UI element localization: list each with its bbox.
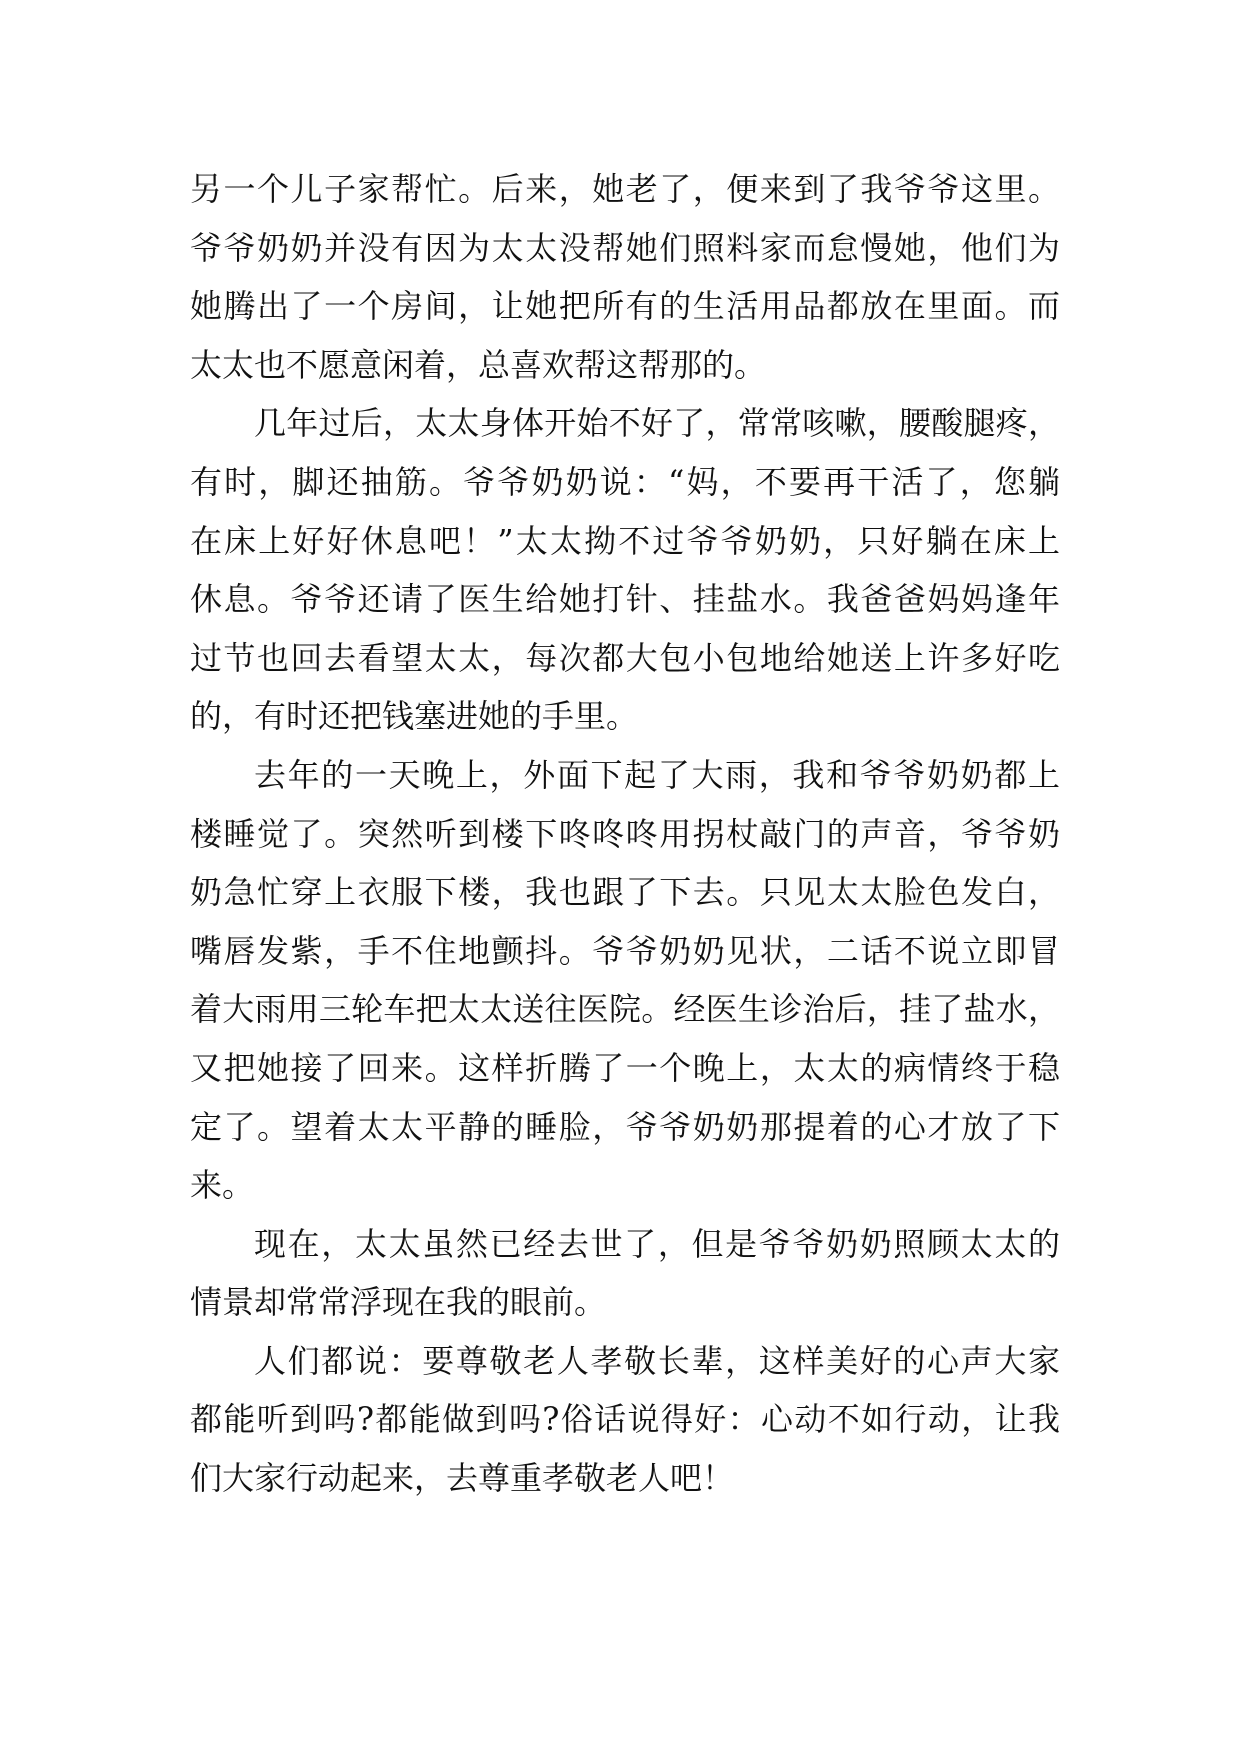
paragraph-container	[190, 160, 1060, 1508]
text-line: 几年过后，太太身体开始不好了，常常咳嗽，腰酸腿疼，	[254, 404, 1060, 443]
text-line: 人们都说：要尊敬老人孝敬长辈，这样美好的心声大家	[254, 1341, 1060, 1380]
text-line: 来。	[190, 1166, 255, 1205]
text-line: 们大家行动起来，去尊重孝敬老人吧！	[190, 1459, 735, 1498]
text-line: 在床上好好休息吧！”太太拗不过爷爷奶奶，只好躺在床上	[190, 521, 1060, 560]
text-line: 又把她接了回来。这样折腾了一个晚上，太太的病情终于稳	[190, 1048, 1060, 1087]
text-line: 嘴唇发紫，手不住地颤抖。爷爷奶奶见状，二话不说立即冒	[190, 931, 1060, 970]
text-line: 都能听到吗?都能做到吗?俗话说得好：心动不如行动，让我	[190, 1400, 1060, 1439]
text-line: 现在，太太虽然已经去世了，但是爷爷奶奶照顾太太的	[254, 1224, 1060, 1263]
text-line: 太太也不愿意闲着，总喜欢帮这帮那的。	[190, 345, 767, 384]
text-line: 情景却常常浮现在我的眼前。	[190, 1283, 607, 1322]
text-line: 爷爷奶奶并没有因为太太没帮她们照料家而怠慢她，他们为	[190, 228, 1060, 267]
paragraph	[190, 1332, 1060, 1508]
text-line: 有时，脚还抽筋。爷爷奶奶说：“妈，不要再干活了，您躺	[190, 462, 1060, 501]
text-line: 去年的一天晚上，外面下起了大雨，我和爷爷奶奶都上	[254, 755, 1060, 794]
text-line: 楼睡觉了。突然听到楼下咚咚咚用拐杖敲门的声音，爷爷奶	[190, 814, 1060, 853]
paragraph	[190, 746, 1060, 1215]
text-line: 定了。望着太太平静的睡脸，爷爷奶奶那提着的心才放了下	[190, 1107, 1060, 1146]
text-line: 另一个儿子家帮忙。后来，她老了，便来到了我爷爷这里。	[190, 170, 1060, 208]
paragraph	[190, 1215, 1060, 1332]
text-line: 的，有时还把钱塞进她的手里。	[190, 697, 639, 736]
text-line: 过节也回去看望太太，每次都大包小包地给她送上许多好吃	[190, 638, 1060, 677]
paragraph	[190, 160, 1060, 394]
paragraph	[190, 394, 1060, 746]
document-page	[190, 160, 1060, 1508]
text-line: 休息。爷爷还请了医生给她打针、挂盐水。我爸爸妈妈逢年	[190, 580, 1060, 619]
text-line: 奶急忙穿上衣服下楼，我也跟了下去。只见太太脸色发白，	[190, 873, 1060, 912]
text-line: 着大雨用三轮车把太太送往医院。经医生诊治后，挂了盐水，	[190, 990, 1060, 1029]
text-line: 她腾出了一个房间，让她把所有的生活用品都放在里面。而	[190, 287, 1060, 326]
